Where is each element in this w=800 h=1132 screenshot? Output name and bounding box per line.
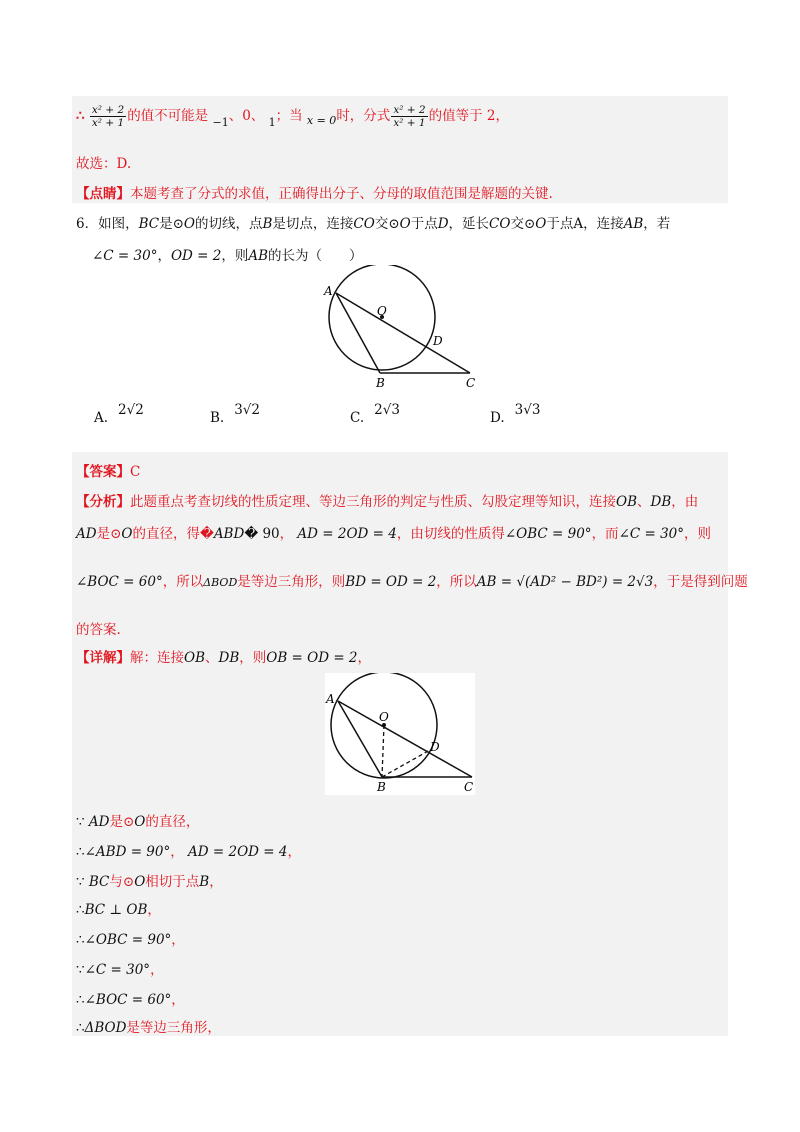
text: ， [147, 902, 161, 918]
text: 的直径， [145, 814, 200, 830]
text: ， [357, 650, 372, 666]
math: ∠BOC = 60° [76, 574, 163, 590]
logic-symbol: ∵ [76, 962, 85, 978]
question-figure [320, 265, 490, 395]
proof-step-7 [76, 988, 185, 1008]
text: 是⊙ [159, 216, 184, 232]
math: AD [88, 814, 110, 830]
math: ∠OBC = 90° [84, 932, 172, 948]
option-c[interactable] [350, 402, 400, 426]
text: 、 [637, 494, 651, 510]
text: 、 [228, 108, 243, 124]
fraction-2 [391, 104, 427, 129]
text: ， [150, 962, 164, 978]
choice-line: 故选：D. [76, 156, 132, 172]
logic-symbol: ∵ [76, 814, 85, 830]
text: ， [171, 932, 185, 948]
analysis-line-3 [76, 570, 748, 590]
question-line-1 [76, 212, 670, 232]
text: 与⊙ [109, 874, 135, 890]
solution-figure [322, 673, 482, 798]
text: 是等边三角形，则 [237, 574, 346, 590]
logic-symbol: ∴ [76, 1020, 85, 1036]
text: ，则 [684, 526, 712, 542]
proof-step-3 [76, 870, 223, 890]
answer-value: C [130, 464, 141, 480]
logic-symbol: ∴ [76, 902, 85, 918]
text: 相切于点 [145, 874, 200, 890]
text: ，由 [671, 494, 699, 510]
text: ， [170, 844, 184, 860]
analysis-line-1 [76, 490, 698, 510]
logic-symbol: ∴ [76, 992, 85, 1008]
option-label: B. [210, 410, 225, 426]
text: ， [171, 992, 185, 1008]
option-label: C. [350, 410, 365, 426]
math: O [183, 216, 195, 232]
analysis-line-2 [76, 522, 711, 542]
answer-tag: 【答案】 [76, 464, 130, 480]
fraction-denominator: x² + 1 [393, 117, 426, 129]
math: � 90 [244, 526, 280, 542]
text: 的切线，点 [195, 216, 263, 232]
answer-line [76, 460, 140, 480]
analysis-line-4: 的答案. [76, 622, 121, 638]
text: 的值等于 2， [428, 108, 509, 124]
math: ΔBOD [203, 576, 238, 589]
proof-step-8 [76, 1016, 221, 1036]
text: 于点 [410, 216, 438, 232]
logic-symbol: ∴ [76, 844, 85, 860]
text: ，由切线的性质得 [396, 526, 505, 542]
option-a[interactable] [94, 402, 144, 426]
math: D [437, 216, 449, 232]
value: −1 [212, 116, 229, 129]
option-value: 3√3 [514, 402, 541, 418]
math: ∠C = 30° [84, 962, 151, 978]
comment-tag: 【点睛】 [76, 186, 130, 202]
option-d[interactable] [490, 402, 541, 426]
text: 此题重点考查切线的性质定理、等边三角形的判定与性质、勾股定理等知识，连接 [130, 494, 616, 510]
fraction-numerator: x² + 2 [393, 104, 426, 116]
text: 、 [250, 108, 265, 124]
math: OD = 2 [170, 248, 222, 264]
line-acd [336, 293, 470, 373]
math: O [121, 526, 133, 542]
math: ∠ABD = 90° [84, 844, 171, 860]
math: OB [616, 494, 637, 510]
logic-symbol: ∵ [76, 874, 85, 890]
math: O [535, 216, 547, 232]
text: 是切点，连接 [272, 216, 354, 232]
text: 交⊙ [510, 216, 536, 232]
conclusion-line [76, 104, 509, 129]
text: ， [279, 526, 294, 542]
label-b: B [376, 376, 385, 390]
math: ΔBOD [84, 1020, 127, 1036]
option-value: 2√2 [118, 402, 144, 418]
option-label: D. [490, 410, 505, 426]
text: ，于是得到问题 [653, 574, 748, 590]
label-a: A [326, 692, 335, 706]
proof-step-2 [76, 840, 301, 860]
detail-line [76, 646, 371, 666]
label-a: A [324, 284, 333, 298]
option-value: 2√3 [374, 402, 400, 418]
proof-step-4 [76, 898, 161, 918]
math: AB [248, 248, 269, 264]
math: ABD [213, 526, 245, 542]
text: 是等边三角形， [126, 1020, 221, 1036]
text: ， [157, 248, 171, 264]
math: AB [623, 216, 644, 232]
option-label: A. [94, 410, 109, 426]
fraction-numerator: x² + 2 [91, 104, 125, 116]
text: ，而 [591, 526, 619, 542]
text: 的值不可能是 [127, 108, 209, 124]
math: AB = √(AD² − BD²) = 2√3 [476, 574, 654, 590]
text: 解：连接 [130, 650, 184, 666]
math: BC [88, 874, 110, 890]
math: OB [184, 650, 205, 666]
math: x = 0 [306, 114, 337, 127]
text: 6．如图， [76, 216, 139, 232]
math: AD = 2OD = 4 [188, 844, 288, 860]
label-b: B [377, 780, 386, 794]
text: 时，分式 [336, 108, 391, 124]
comment-line [76, 182, 553, 202]
text: 、 [205, 650, 219, 666]
text: 于点A，连接 [546, 216, 624, 232]
therefore-symbol: ∴ [76, 108, 85, 124]
text: ；当 [275, 108, 303, 124]
text: ， [209, 874, 223, 890]
label-o: O [379, 710, 389, 724]
question-line-2 [92, 244, 363, 264]
label-d: D [430, 740, 440, 754]
math: B [199, 874, 210, 890]
math: DB [650, 494, 672, 510]
math: ∠OBC = 90° [504, 526, 592, 542]
value: 0 [242, 108, 251, 124]
chord-ab [338, 701, 382, 777]
dashed-ob [382, 725, 384, 777]
text: 交⊙ [374, 216, 400, 232]
proof-step-5 [76, 928, 185, 948]
math: CO [489, 216, 511, 232]
math: ∠BOC = 60° [84, 992, 172, 1008]
label-c: C [466, 376, 476, 390]
detail-tag: 【详解】 [76, 650, 130, 666]
math: O [134, 874, 146, 890]
math: O [399, 216, 411, 232]
text: ， [287, 844, 301, 860]
math: BC ⊥ OB [84, 902, 148, 918]
line-acd [338, 701, 472, 777]
proof-step-1 [76, 810, 199, 830]
text: 是⊙ [96, 526, 122, 542]
math: ∠C = 30° [618, 526, 685, 542]
text: 的直径，得� [132, 526, 214, 542]
chord-ab [336, 293, 380, 373]
value: 1 [268, 116, 276, 129]
fraction-denominator: x² + 1 [91, 117, 125, 129]
math: CO [353, 216, 375, 232]
math: OB = OD = 2 [266, 650, 358, 666]
proof-step-6 [76, 958, 164, 978]
math: BC [138, 216, 160, 232]
text: ，延长 [448, 216, 490, 232]
math: AD = 2OD = 4 [297, 526, 397, 542]
text: ，所以 [162, 574, 204, 590]
math: AD [76, 526, 97, 542]
math: B [262, 216, 273, 232]
label-o: O [377, 304, 387, 318]
text: 是⊙ [109, 814, 135, 830]
label-d: D [433, 334, 443, 348]
fraction-1 [90, 104, 126, 129]
comment-text: 本题考查了分式的求值，正确得出分子、分母的取值范围是解题的关键. [130, 186, 553, 202]
text: ，所以 [436, 574, 477, 590]
math: BD = OD = 2 [345, 574, 437, 590]
logic-symbol: ∴ [76, 932, 85, 948]
option-b[interactable] [210, 402, 260, 426]
label-c: C [464, 780, 474, 794]
text: 的长为（ ） [268, 248, 363, 264]
math: ∠C = 30° [92, 248, 158, 264]
option-value: 3√2 [234, 402, 260, 418]
text: ，则 [221, 248, 249, 264]
analysis-tag: 【分析】 [76, 494, 130, 510]
math: DB [218, 650, 240, 666]
text: ，则 [239, 650, 267, 666]
text: ，若 [643, 216, 671, 232]
math: O [134, 814, 146, 830]
